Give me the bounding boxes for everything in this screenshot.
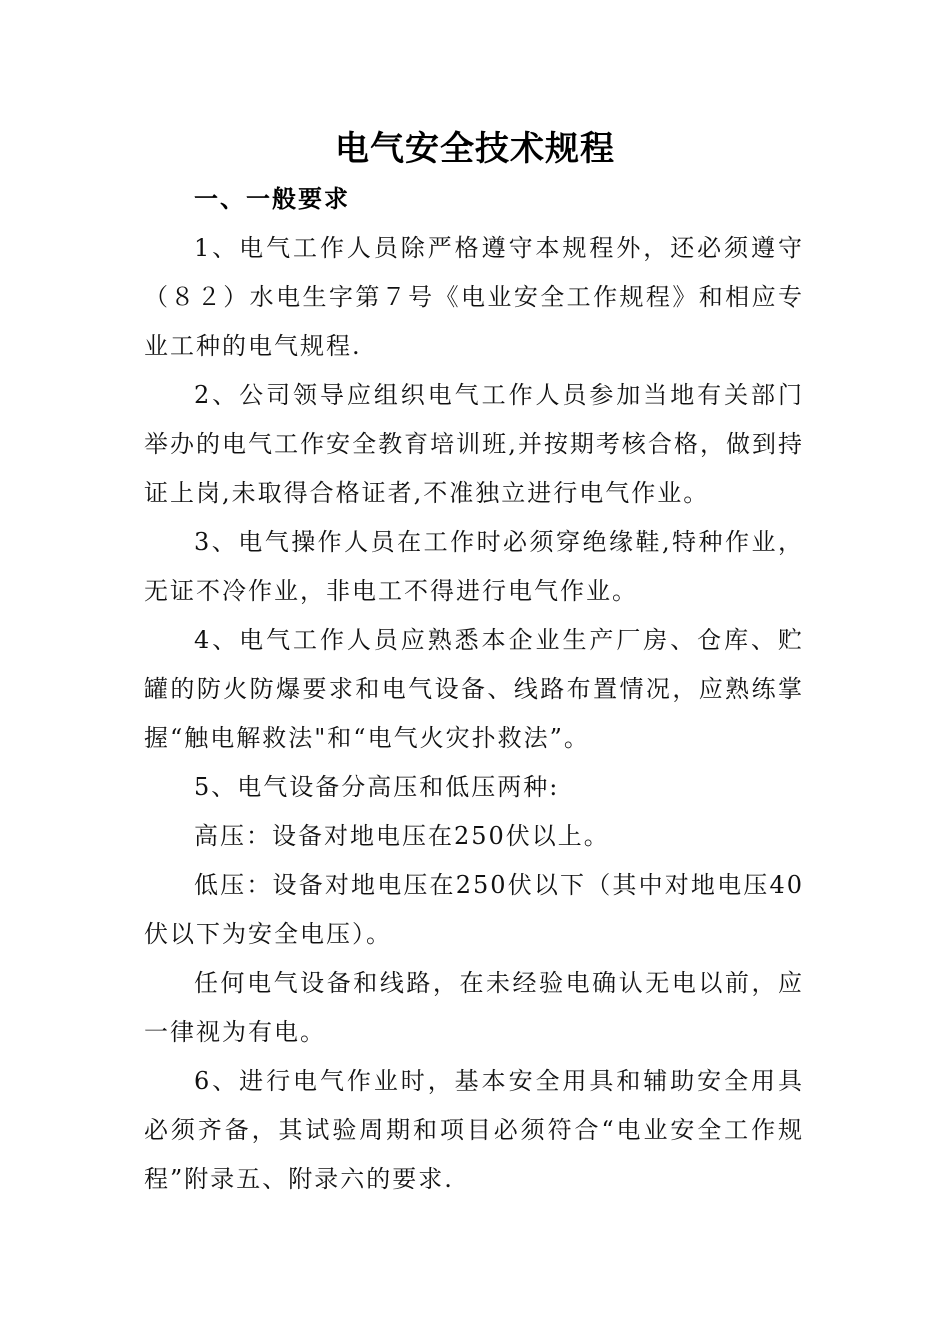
paragraph-2: 2、公司领导应组织电气工作人员参加当地有关部门举办的电气工作安全教育培训班,并按期考核合格，做到持证上岗,未取得合格证者,不准独立进行电气作业。	[144, 381, 804, 507]
paragraph-high-voltage: 高压：设备对地电压在250伏以上。	[194, 822, 610, 850]
paragraph-4: 4、电气工作人员应熟悉本企业生产厂房、仓库、贮罐的防火防爆要求和电气设备、线路布置情况，应熟练掌握“触电解救法"和“电气火灾扑救法”。	[144, 626, 804, 752]
document-title: 电气安全技术规程	[335, 129, 615, 169]
paragraph-low-voltage: 低压：设备对地电压在250伏以下（其中对地电压40伏以下为安全电压）。	[144, 871, 804, 948]
document-body	[144, 224, 804, 1204]
paragraph-6: 6、进行电气作业时，基本安全用具和辅助安全用具必须齐备，其试验周期和项目必须符合“电业安全工作规程”附录五、附录六的要求.	[144, 1067, 804, 1193]
section-heading: 一、一般要求	[194, 184, 350, 213]
paragraph-5: 5、电气设备分高压和低压两种:	[194, 773, 560, 801]
paragraph-treat-as-live: 任何电气设备和线路，在未经验电确认无电以前，应一律视为有电。	[144, 969, 804, 1046]
paragraph-1: 1、电气工作人员除严格遵守本规程外，还必须遵守（８２）水电生字第７号《电业安全工作规程》和相应专业工种的电气规程.	[144, 234, 804, 360]
paragraph-3: 3、电气操作人员在工作时必须穿绝缘鞋,特种作业，无证不冷作业，非电工不得进行电气作业。	[144, 528, 804, 605]
